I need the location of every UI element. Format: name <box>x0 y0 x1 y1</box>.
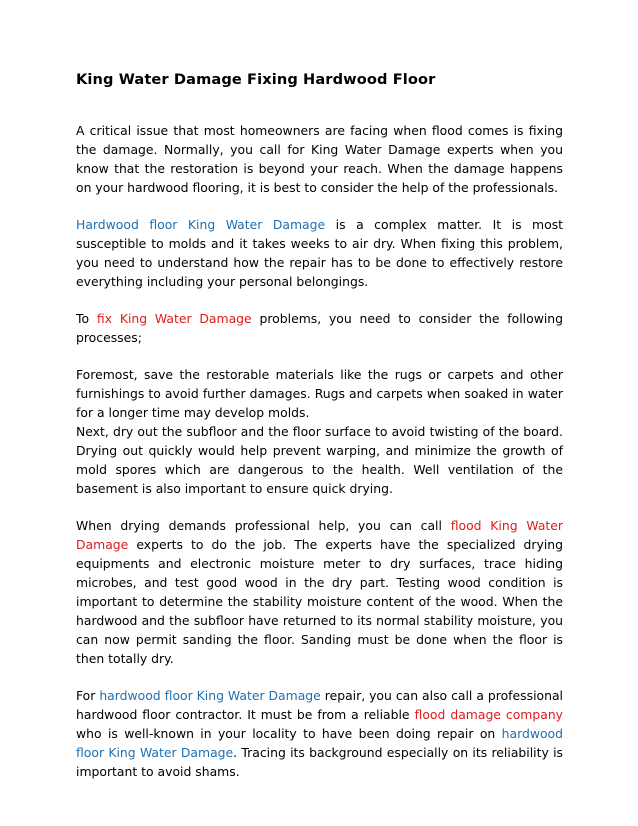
paragraph-text: When drying demands professional help, you can call <box>76 518 451 533</box>
paragraph-next: Next, dry out the subfloor and the floor surface to avoid twisting of the board. Drying out quickly would help prevent warping, and minimize the growth of mold spores which are dangerous to the health. Well ventilation of the basement is also important to ensure quick drying. <box>76 424 563 496</box>
paragraph-text: is a complex matter. It is most susceptible to molds and it takes weeks to air dry. When fixing this problem, you need to understand how the repair has to be done to effectively restore everything including your personal belongings. <box>76 217 564 289</box>
paragraph-drying-help <box>76 516 563 668</box>
document-page <box>76 70 563 781</box>
link-hardwood-floor-king-water-damage-2[interactable]: hardwood floor King Water Damage <box>99 688 321 703</box>
paragraph-text: problems, you need to consider the following processes; <box>76 311 564 345</box>
link-hardwood-floor-king-water-damage[interactable]: Hardwood floor King Water Damage <box>76 217 326 232</box>
paragraph-text: To <box>76 311 97 326</box>
link-flood-king-water-damage[interactable]: flood King Water Damage <box>76 518 564 552</box>
paragraph-processes <box>76 309 563 347</box>
paragraph-text: . Tracing its background especially on its reliability is important to avoid shams. <box>76 745 563 779</box>
paragraph-text: For <box>76 688 100 703</box>
paragraph-text: repair, you can also call a professional hardwood floor contractor. It must be from a reliable <box>76 688 563 722</box>
paragraph-foremost: Foremost, save the restorable materials like the rugs or carpets and other furnishings to avoid further damages. Rugs and carpets when soaked in water for a longer time may develop molds. <box>76 367 563 420</box>
paragraph-text: who is well-known in your locality to have been doing repair on <box>76 726 502 741</box>
paragraph-text: experts to do the job. The experts have the specialized drying equipments and electronic moisture meter to dry surfaces, trace hiding microbes, and test good wood in the dry part. Testing wood condition is important to determine the stability moisture content of the wood. When the hardwood and the subfloor have returned to its normal stability moisture, you can now permit sanding the floor. Sanding must be done when the floor is then totally dry. <box>76 537 563 666</box>
document-title: King Water Damage Fixing Hardwood Floor <box>76 71 436 88</box>
link-hardwood-floor-king-water-damage-3[interactable]: hardwood floor King Water Damage <box>76 726 563 760</box>
link-flood-damage-company[interactable]: flood damage company <box>414 707 564 722</box>
paragraph-intro: A critical issue that most homeowners are facing when flood comes is fixing the damage. Normally, you call for King Water Damage experts when you know that the restoration is beyond your reach. When the damage happens on your hardwood flooring, it is best to consider the help of the professionals. <box>76 123 563 195</box>
link-fix-king-water-damage[interactable]: fix King Water Damage <box>96 311 252 326</box>
paragraph-hardwood-matter <box>76 215 563 291</box>
paragraph-contractor <box>76 686 563 781</box>
